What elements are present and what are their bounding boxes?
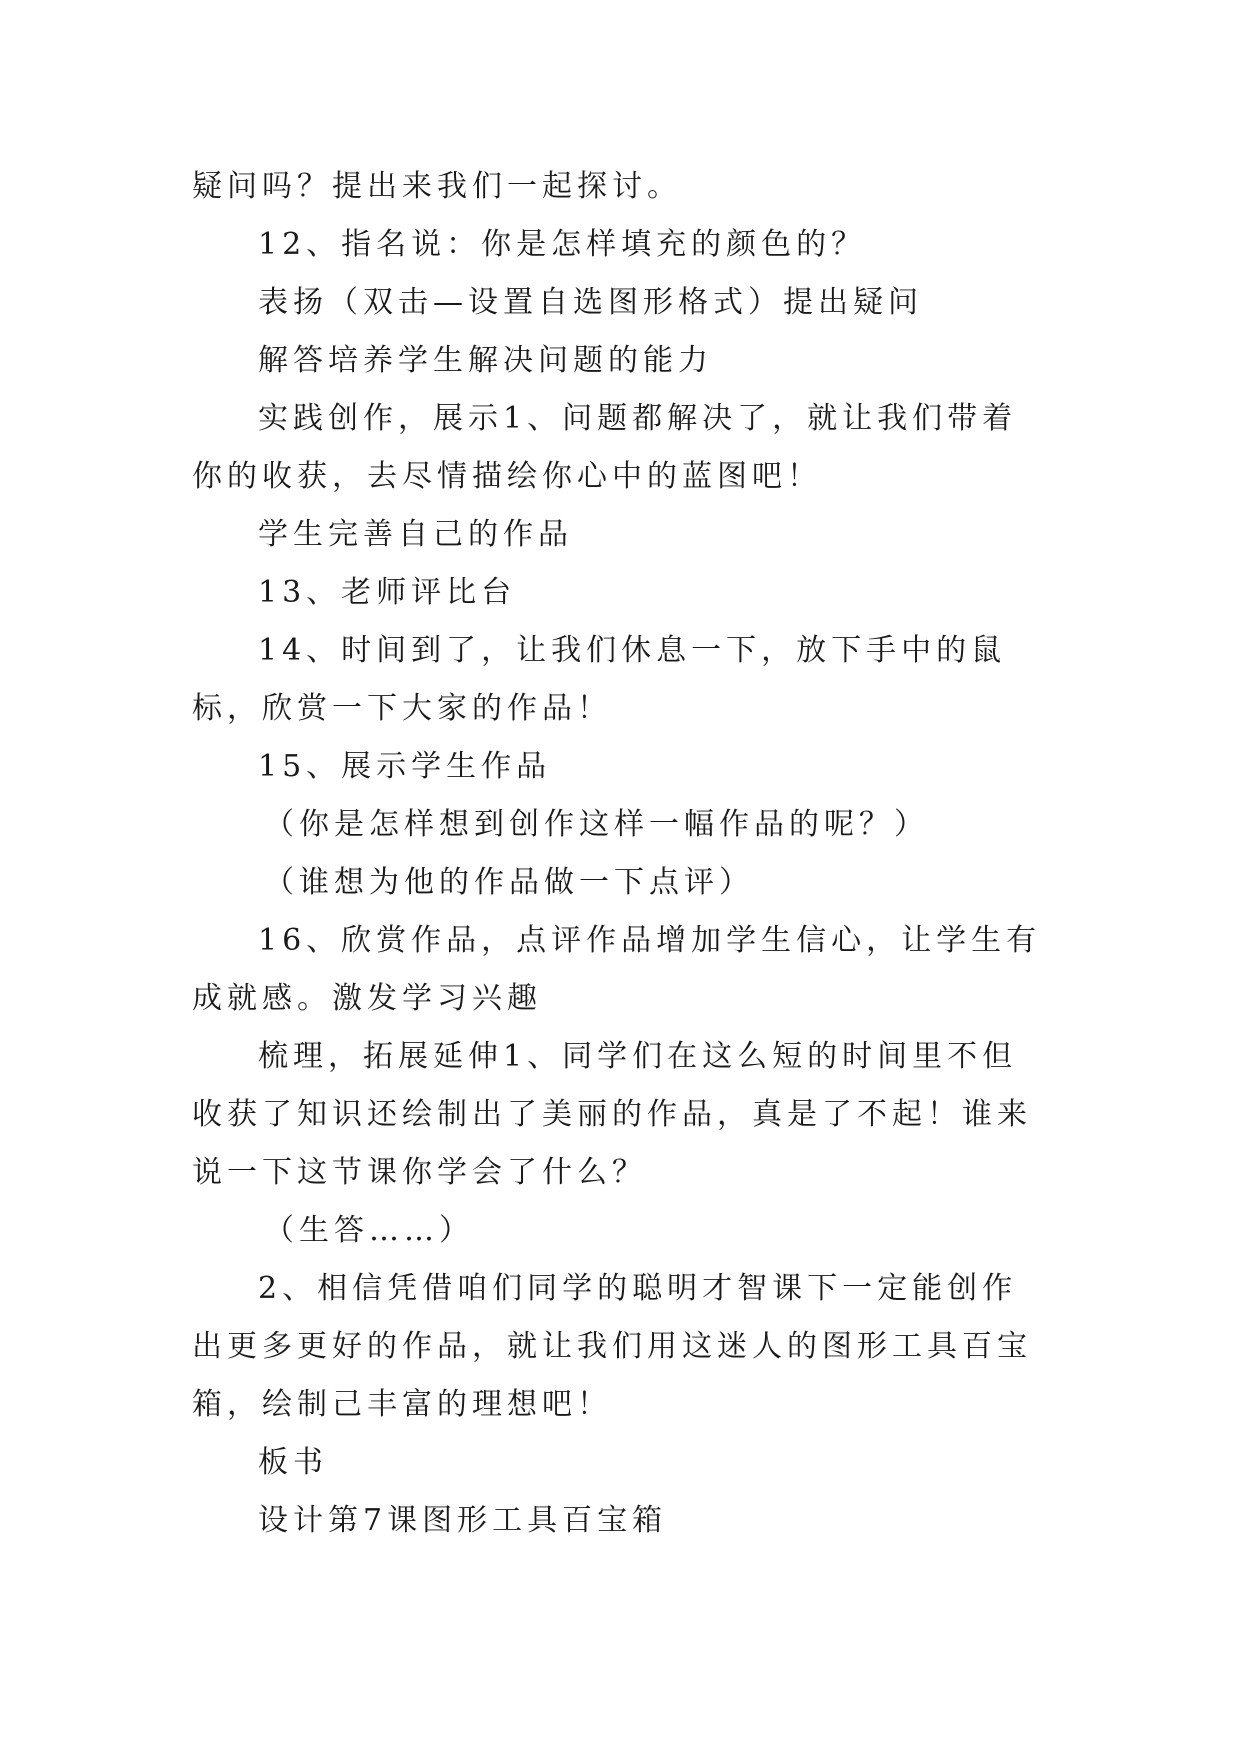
- paragraph-13: 梳理，拓展延伸1、同学们在这么短的时间里不但收获了知识还绘制出了美丽的作品，真是了不起！谁来说一下这节课你学会了什么？: [192, 1039, 1032, 1190]
- paragraph-8: 14、时间到了，让我们休息一下，放下手中的鼠标，欣赏一下大家的作品！: [192, 633, 1007, 726]
- paragraph-1: 疑问吗？提出来我们一起探讨。: [192, 169, 682, 204]
- paragraph-4: 解答培养学生解决问题的能力: [258, 343, 713, 378]
- paragraph-14: （生答……）: [264, 1213, 474, 1248]
- paragraph-5: 实践创作，展示1、问题都解决了，就让我们带着你的收获，去尽情描绘你心中的蓝图吧！: [192, 401, 1018, 494]
- paragraph-6: 学生完善自己的作品: [258, 517, 573, 552]
- paragraph-12: 16、欣赏作品，点评作品增加学生信心，让学生有成就感。激发学习兴趣: [192, 923, 1042, 1016]
- paragraph-16: 板书: [258, 1445, 328, 1480]
- paragraph-17: 设计第7课图形工具百宝箱: [258, 1503, 668, 1538]
- document-body: [192, 158, 1052, 1550]
- paragraph-15: 2、相信凭借咱们同学的聪明才智课下一定能创作出更多更好的作品，就让我们用这迷人的图形工具百宝箱，绘制己丰富的理想吧！: [192, 1271, 1032, 1422]
- paragraph-2: 12、指名说：你是怎样填充的颜色的？: [258, 227, 867, 262]
- paragraph-3: 表扬（双击—设置自选图形格式）提出疑问: [258, 285, 923, 320]
- paragraph-7: 13、老师评比台: [258, 575, 517, 610]
- paragraph-9: 15、展示学生作品: [258, 749, 552, 784]
- paragraph-11: （谁想为他的作品做一下点评）: [264, 865, 754, 900]
- paragraph-10: （你是怎样想到创作这样一幅作品的呢？）: [264, 807, 929, 842]
